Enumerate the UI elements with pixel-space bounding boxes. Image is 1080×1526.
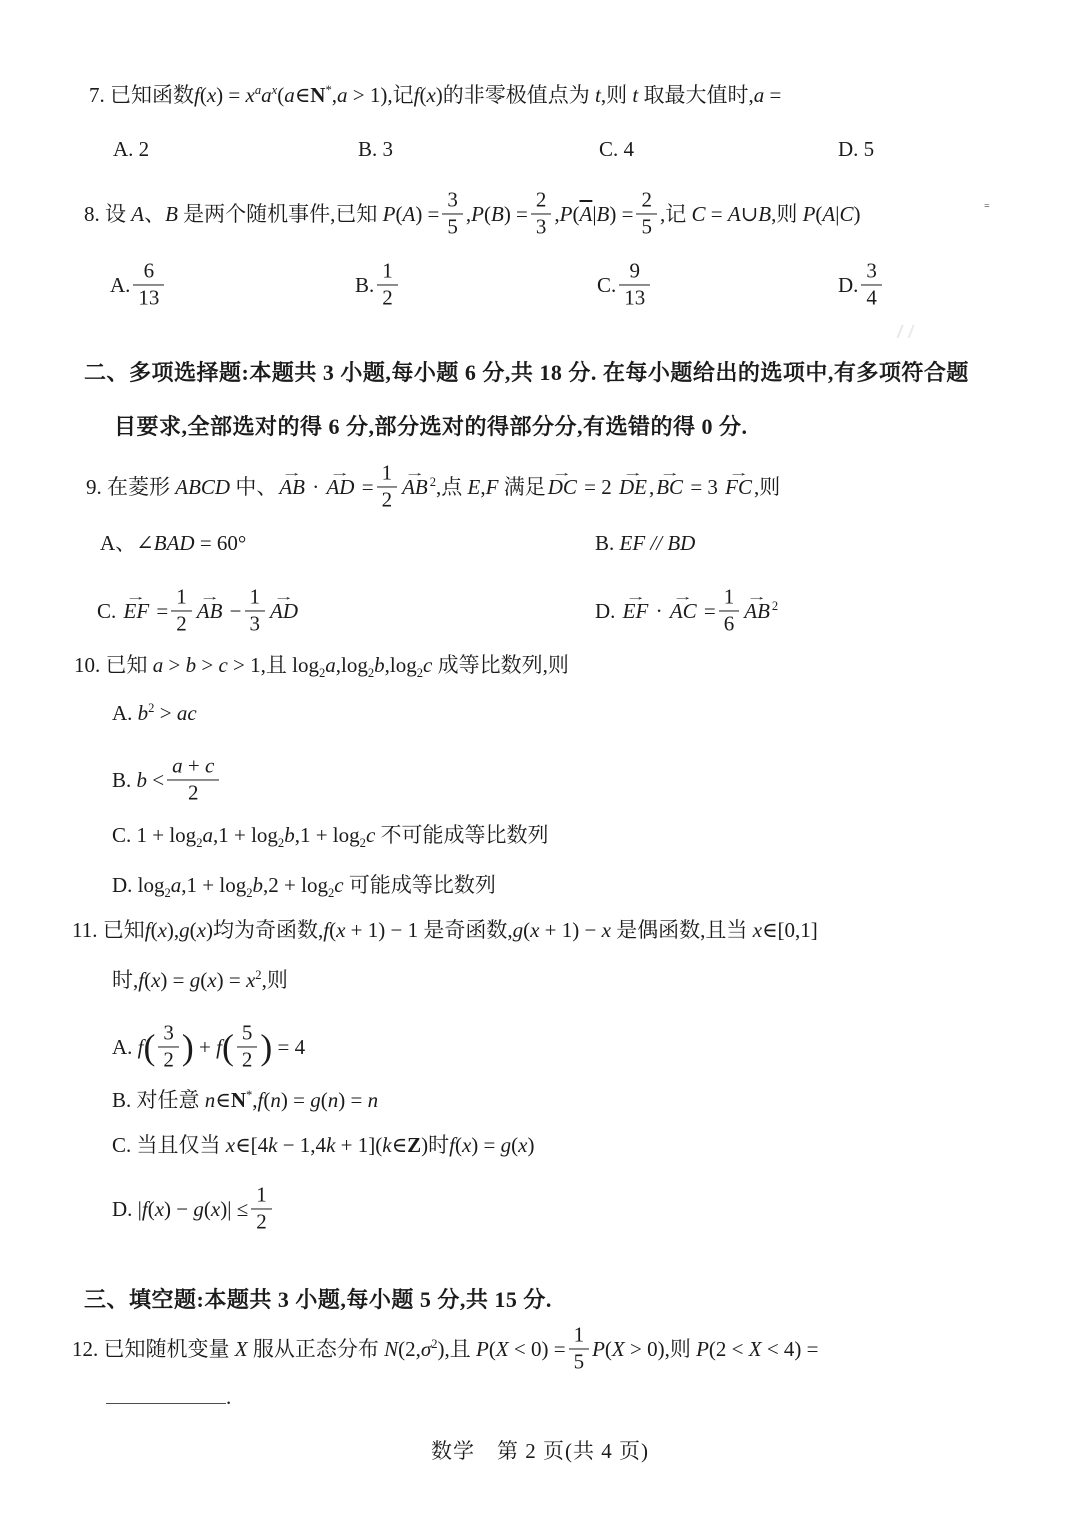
- question-7-stem: 7. 已知函数$f(x) = x^aa^x(a\in N^*,a > 1)$,记f(x)的非零极值点为 t,则 t 取最大值时,a =: [89, 83, 782, 107]
- question-7-option-c: C. 4: [599, 137, 635, 161]
- question-8-option-d: D. $\frac{3}{4}$: [838, 262, 885, 312]
- question-11-option-a: A. f( $\frac{3}{2}$ ) + f( $\frac{5}{2}$ ) = 4: [112, 1020, 306, 1071]
- page-footer: 数学 第 2 页(共 4 页): [431, 1439, 649, 1463]
- scan-artifact-mark: =: [984, 201, 989, 212]
- scan-smudge: [878, 325, 934, 338]
- blank-period: .: [226, 1385, 232, 1409]
- section-2-header-line2: 目要求,全部选对的得 6 分,部分选对的得部分分,有选错的得 0 分.: [114, 414, 748, 439]
- question-8-option-a: A. $\frac{6}{13}$: [110, 262, 167, 312]
- question-9-option-d: D. → EF · → AC = $\frac{1}{6}$ → AB $^2$: [595, 588, 778, 638]
- answer-blank: [106, 1382, 226, 1404]
- question-9-option-c: C. → EF = $\frac{1}{2}$ → AB − $\frac{1}{3}$ → AD: [97, 588, 300, 638]
- question-7-option-a: A. 2: [113, 137, 150, 161]
- question-10-option-d: D. $\log_2a,1 + \log_2b,2 + \log_2c$ 可能成等比数列: [112, 873, 496, 901]
- question-12-answer-line: [106, 1382, 231, 1412]
- question-9-option-b: B. EF // BD: [595, 531, 696, 555]
- question-10-stem: 10. 已知 a > b > c > 1,且 $\log_2a,\log_2b,\log_2c$ 成等比数列,则: [74, 653, 569, 681]
- question-11-stem-line1: 11. 已知f(x),g(x)均为奇函数,f(x + 1) − 1 是奇函数,g(x + 1) − x 是偶函数,且当 x∈[0,1]: [72, 918, 818, 942]
- question-10-option-c: C. $1 + \log_2a,1 + \log_2b,1 + \log_2c$ 不可能成等比数列: [112, 823, 549, 851]
- question-8-option-c: C. $\frac{9}{13}$: [597, 262, 653, 312]
- question-7-option-d: D. 5: [838, 137, 875, 161]
- question-11-option-d: D. |f(x) − g(x)| ≤ $\frac{1}{2}$: [112, 1186, 275, 1236]
- question-10-option-b: B. b < $\frac{a + c}{2}$: [112, 757, 222, 807]
- question-11-stem-line2: 时$,f(x) = g(x) = x^2$,则: [112, 968, 288, 992]
- question-11-option-c: C. 当且仅当 x∈[4k − 1,4k + 1](k∈Z)时f(x) = g(x): [112, 1133, 535, 1157]
- section-3-header: 三、填空题:本题共 3 小题,每小题 5 分,共 15 分.: [84, 1287, 552, 1312]
- question-9-option-a: A、∠BAD = 60°: [100, 531, 247, 555]
- question-8-option-b: B. $\frac{1}{2}$: [355, 262, 401, 312]
- question-9-stem: 9. 在菱形 ABCD 中、→ AB · → AD = $\frac{1}{2}$ → AB $^2$,点 E,F 满足→ DC = 2 → DE,→ BC = 3 → FC,则: [86, 464, 780, 514]
- question-12-stem: 12. 已知随机变量 X 服从正态分布 $N(2,\sigma^2)$,且 P(X < 0) = $\frac{1}{5}$ P(X > 0),则 P(2 < X < 4) =: [72, 1322, 819, 1373]
- question-11-option-b: B. 对任意 n∈N*,f(n) = g(n) = n: [112, 1088, 379, 1112]
- question-7-option-b: B. 3: [358, 137, 394, 161]
- section-2-header-line1: 二、多项选择题:本题共 3 小题,每小题 6 分,共 18 分. 在每小题给出的选项中,有多项符合题: [84, 360, 969, 385]
- question-8-stem: 8. 设 A、B 是两个随机事件,已知 P(A) = $\frac{3}{5}$ ,P(B) = $\frac{2}{3}$ $,P(\overline{A}|B)$ = $\frac{2}{5}$ ,记 C = A∪B,则 P(A|C): [84, 187, 861, 238]
- question-10-option-a: A. $b^2$ > ac: [112, 701, 197, 725]
